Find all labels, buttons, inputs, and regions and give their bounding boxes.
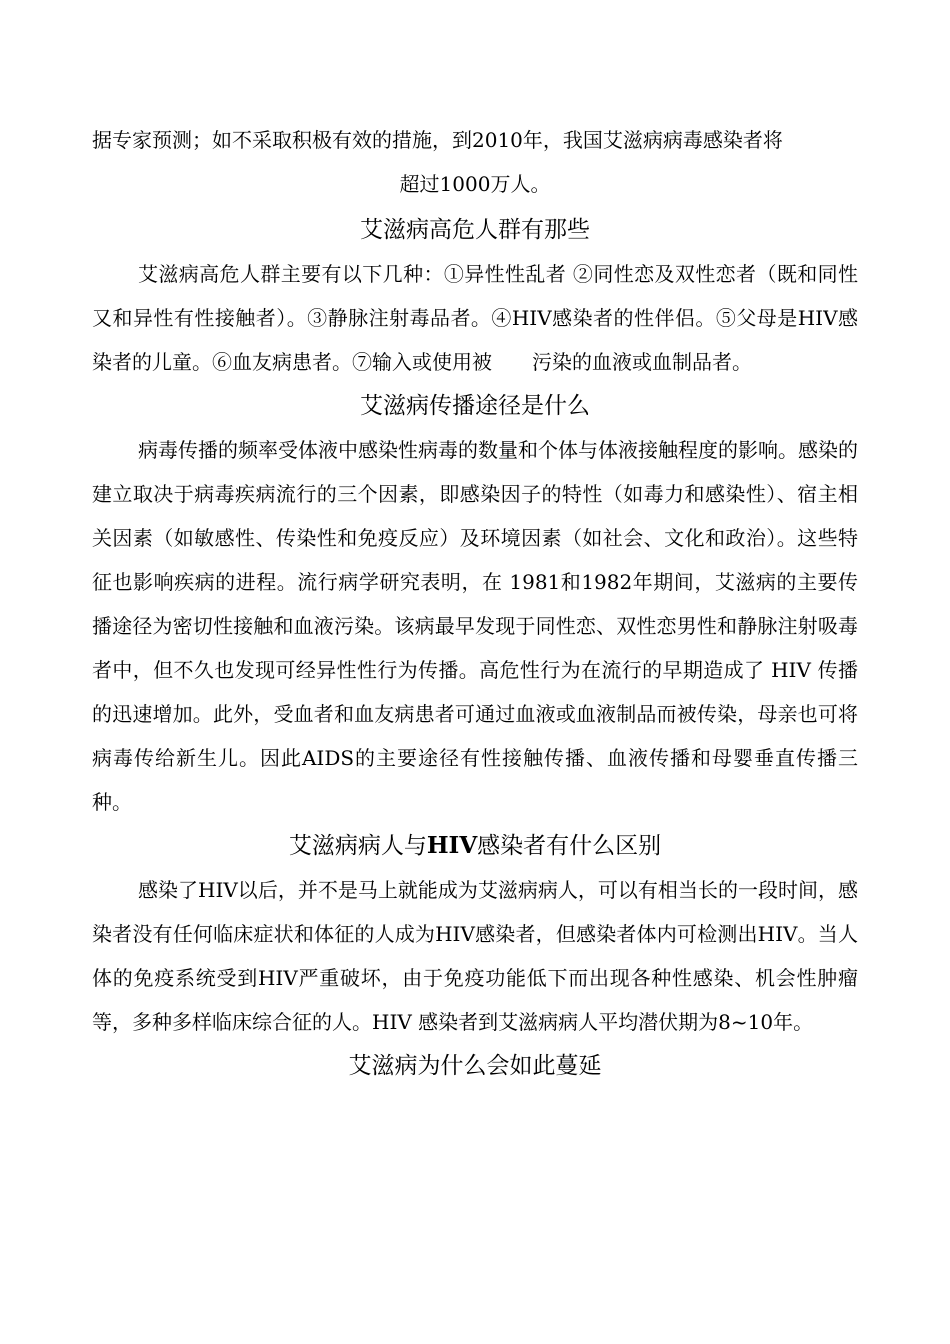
heading-high-risk-groups: 艾滋病高危人群有那些 (360, 217, 590, 243)
intro-line-2: 超过1000万人。 (399, 172, 551, 196)
heading-part-pre: 艾滋病病人与 (288, 833, 427, 859)
paragraph-transmission-routes: 病毒传播的频率受体液中感染性病毒的数量和个体与体液接触程度的影响。感染的建立取决于病毒疾病流行的三个因素，即感染因子的特性（如毒力和感染性）、宿主相关因素（如敏感性、传染性和免疫反应）及环境因素（如社会、文化和政治）。这些特征也影响疾病的进程。流行病学研究表明，在 1981和1982年期间，艾滋病的主要传播途径为密切性接触和血液污染。该病最早发现于同性恋、双性恋男性和静脉注射吸毒者中，但不久也发现可经异性性行为传播。高危性行为在流行的早期造成了 HIV 传播的迅速增加。此外，受血者和血友病患者可通过血液或血液制品而被传染，母亲也可将病毒传给新生儿。因此AIDS的主要途径有性接触传播、血液传播和母婴垂直传播三种。 (92, 438, 858, 814)
heading-part-hiv: HIV (426, 832, 478, 859)
heading-patient-vs-hiv-carrier (92, 824, 858, 868)
paragraph-high-risk-groups: 艾滋病高危人群主要有以下几种：①异性性乱者 ②同性恋及双性恋者（既和同性又和异性有性接触者）。③静脉注射毒品者。④HIV感染者的性伴侣。⑤父母是HIV感染者的儿童。⑥血友病患者。⑦输入或使用被 污染的血液或血制品者。 (92, 262, 858, 374)
heading-transmission-routes: 艾滋病传播途径是什么 (360, 393, 590, 419)
document-content (92, 118, 858, 1088)
heading-part-post: 感染者有什么区别 (477, 833, 662, 859)
intro-line-1: 据专家预测；如不采取积极有效的措施，到2010年，我国艾滋病病毒感染者将 (92, 128, 783, 152)
heading-why-spreading: 艾滋病为什么会如此蔓延 (348, 1053, 602, 1079)
paragraph-patient-vs-hiv-carrier: 感染了HIV以后，并不是马上就能成为艾滋病病人，可以有相当长的一段时间，感染者没有任何临床症状和体征的人成为HIV感染者，但感染者体内可检测出HIV。当人体的免疫系统受到HIV严重破坏，由于免疫功能低下而出现各种性感染、机会性肿瘤等，多种多样临床综合征的人。HIV 感染者到艾滋病病人平均潜伏期为8~10年。 (92, 878, 858, 1034)
